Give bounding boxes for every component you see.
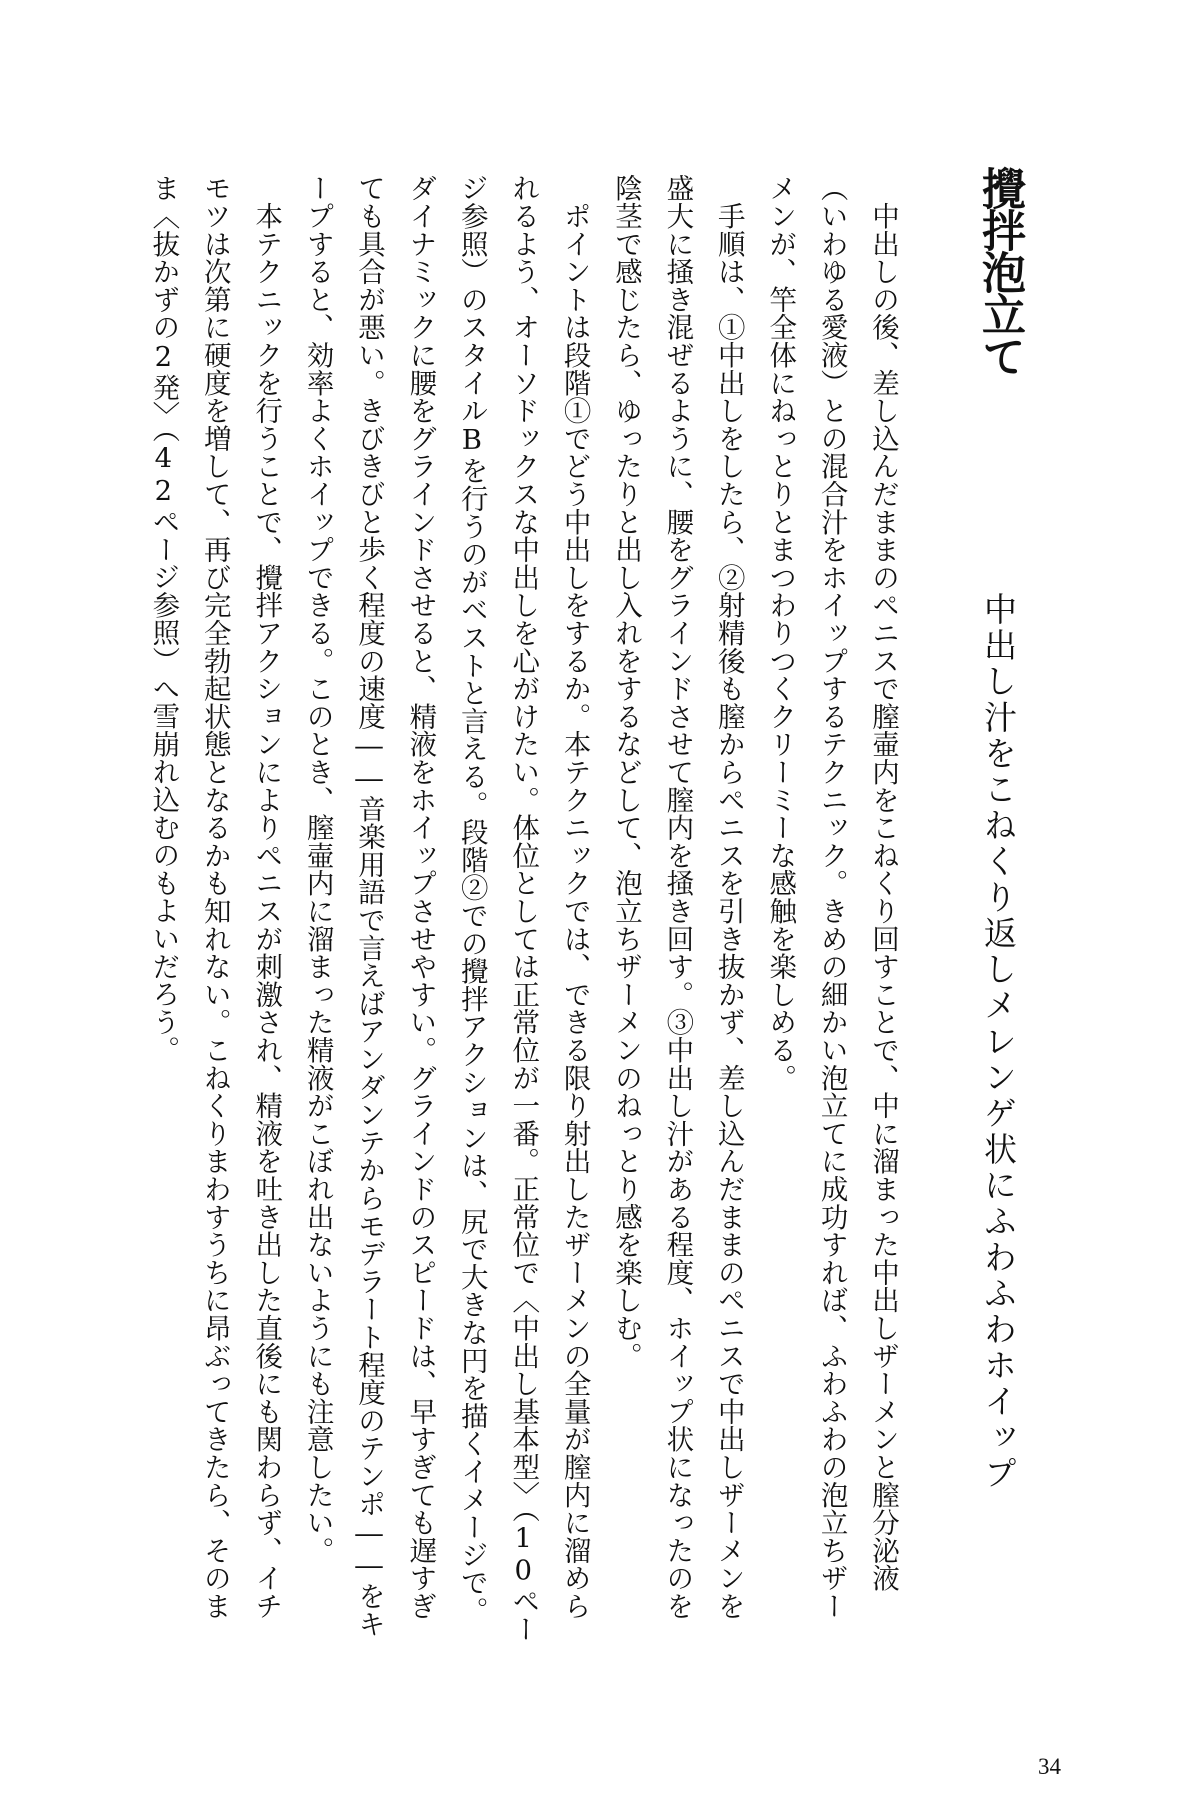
text-column: ープすると、効率よくホイップできる。このとき、膣壷内に溜まった精液がこぼれ出ないようにも注意したい。 xyxy=(301,174,334,1564)
text-column: モツは次第に硬度を増して、再び完全勃起状態となるかも知れない。こねくりまわすうちに昂ぶってきたら、そのま xyxy=(198,174,231,1620)
section-subtitle: 中出し汁をこねくり返しメレンゲ状にふわふわホイップ xyxy=(979,592,1018,1492)
text-column: （いわゆる愛液）との混合汁をホイップするテクニック。きめの細かい泡立てに成功すれば、ふわふわの泡立ちザー xyxy=(815,174,848,1620)
text-column: ても具合が悪い。きびきびと歩く程度の速度――音楽用語で言えばアンダンテからモデラート程度のテンポ――をキ xyxy=(353,174,385,1638)
text-column: メンが、竿全体にねっとりとまつわりつくクリーミーな感触を楽しめる。 xyxy=(764,174,797,1092)
text-column: 陰茎で感じたら、ゆったりと出し入れをするなどして、泡立ちザーメンのねっとり感を楽しむ。 xyxy=(610,174,642,1370)
text-column: 手順は、①中出しをしたら、②射精後も膣からペニスを引き抜かず、差し込んだままのペニスで中出しザーメンを xyxy=(712,174,745,1620)
page-number: 34 xyxy=(1038,1754,1061,1779)
text-column: ポイントは段階①でどう中出しをするか。本テクニックでは、できる限り射出したザーメンの全量が膣内に溜めら xyxy=(558,174,591,1620)
section-title: 攪拌泡立て xyxy=(974,166,1025,376)
text-column: ダイナミックに腰をグラインドさせると、精液をホイップさせやすい。グラインドのスピードは、早すぎても遅すぎ xyxy=(404,174,437,1620)
text-column: れるよう、オーソドックスな中出しを心がけたい。体位としては正常位が一番。正常位で〈中出し基本型〉（10ペー xyxy=(507,174,540,1643)
text-column: 中出しの後、差し込んだままのペニスで膣壷内をこねくり回すことで、中に溜まった中出しザーメンと膣分泌液 xyxy=(867,174,899,1592)
text-column: 盛大に掻き混ぜるように、腰をグラインドさせて膣内を掻き回す。③中出し汁がある程度、ホイップ状になったのを xyxy=(661,174,694,1620)
text-column: ま〈抜かずの2発〉（42ページ参照）へ雪崩れ込むのもよいだろう。 xyxy=(147,174,180,1064)
text-column: 本テクニックを行うことで、攪拌アクションによりペニスが刺激され、精液を吐き出した直後にも関わらず、イチ xyxy=(250,174,283,1620)
text-column: ジ参照）のスタイルBを行うのがベストと言える。段階②での攪拌アクションは、尻で大きな円を描くイメージで。 xyxy=(455,174,488,1625)
